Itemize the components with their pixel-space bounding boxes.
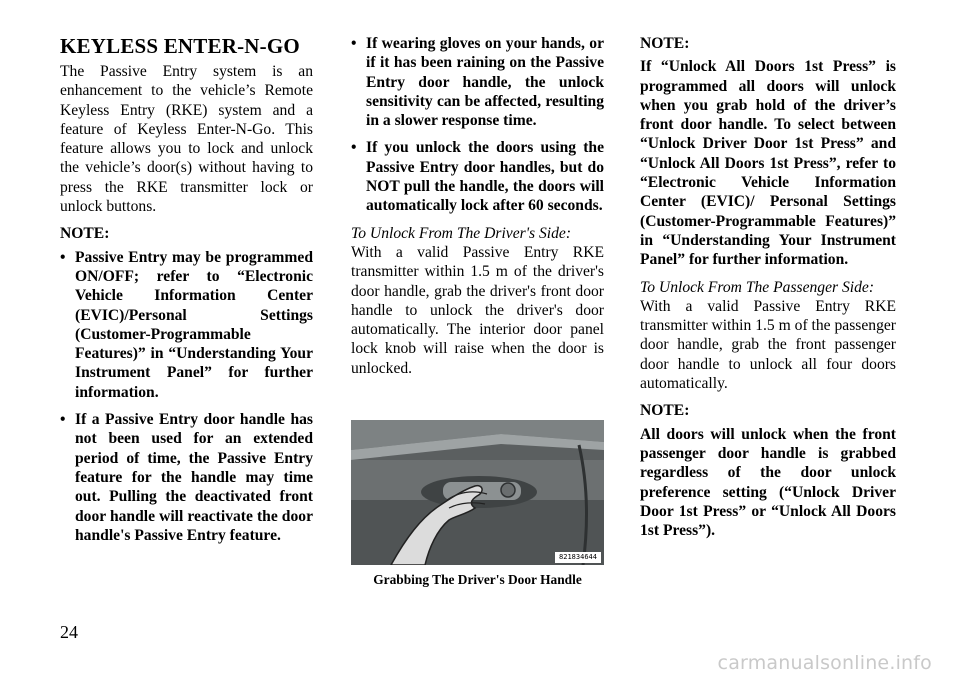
column-2 [351, 34, 604, 378]
driver-side-paragraph: With a valid Passive Entry RKE transmitter within 1.5 m of the driver's door handle, grab the driver's front door handle to unlock the driver's door automatically. The interior door panel lock knob will raise when the door is unlocked. [351, 243, 604, 377]
bullet-item: • If a Passive Entry door handle has not been used for an extended period of time, the Passive Entry feature for the handle may time out. Pulling the deactivated front door handle will reactivate the door handle's Passive Entry feature. [60, 410, 313, 545]
figure-caption: Grabbing The Driver's Door Handle [373, 572, 582, 587]
note-bullet-list-continued [351, 34, 604, 216]
column-3 [640, 34, 896, 540]
driver-side-subheading: To Unlock From The Driver's Side: [351, 224, 572, 242]
passenger-side-subheading: To Unlock From The Passenger Side: [640, 278, 875, 296]
section-title: KEYLESS ENTER-N-GO [60, 34, 300, 58]
bullet-item: • If wearing gloves on your hands, or if it has been raining on the Passive Entry door handle, the unlock sensitivity can be affected, resulting in a slower response time. [351, 34, 604, 130]
door-handle-figure [351, 420, 604, 565]
intro-paragraph: The Passive Entry system is an enhancement to the vehicle’s Remote Keyless Entry (RKE) system and a feature of Keyless Enter-N-Go. This feature allows you to lock and unlock the vehicle’s door(s) without having to press the RKE transmitter lock or unlock buttons. [60, 63, 313, 216]
watermark: carmanualsonline.info [717, 652, 932, 674]
bullet-item: • If you unlock the doors using the Passive Entry door handles, but do NOT pull the handle, the doors will automatically lock after 60 seconds. [351, 138, 604, 215]
note-label-2: NOTE: [640, 402, 690, 420]
note-bullet-list [60, 248, 313, 545]
passenger-side-paragraph: With a valid Passive Entry RKE transmitter within 1.5 m of the passenger door handle, grab the front passenger door handle to unlock all four doors automatically. [640, 297, 896, 393]
note-label: NOTE: [640, 35, 690, 52]
note-label: NOTE: [60, 225, 110, 243]
figure-id-label: 821834644 [559, 553, 597, 561]
door-handle-illustration [351, 420, 604, 565]
bullet-item: • Passive Entry may be programmed ON/OFF; refer to “Electronic Vehicle Information Center (EVIC)/Personal Settings (Customer-Programmable Features)” in “Understanding Your Instrument Panel” for further information. [60, 248, 313, 402]
page-number: 24 [60, 622, 78, 642]
column-1 [60, 34, 313, 553]
note-paragraph: If “Unlock All Doors 1st Press” is programmed all doors will unlock when you grab hold of the driver’s front door handle. To select between “Unlock Driver Door 1st Press” and “Unlock All Doors 1st Press”, refer to “Electronic Vehicle Information Center (EVIC)/ Personal Settings (Customer-Programmable Features)” in “Understanding Your Instrument Panel” for further information. [640, 58, 896, 269]
note-paragraph-2: All doors will unlock when the front passenger door handle is grabbed regardless of the door unlock preference setting (“Unlock Driver Door 1st Press” or “Unlock All Doors 1st Press”). [640, 425, 896, 540]
